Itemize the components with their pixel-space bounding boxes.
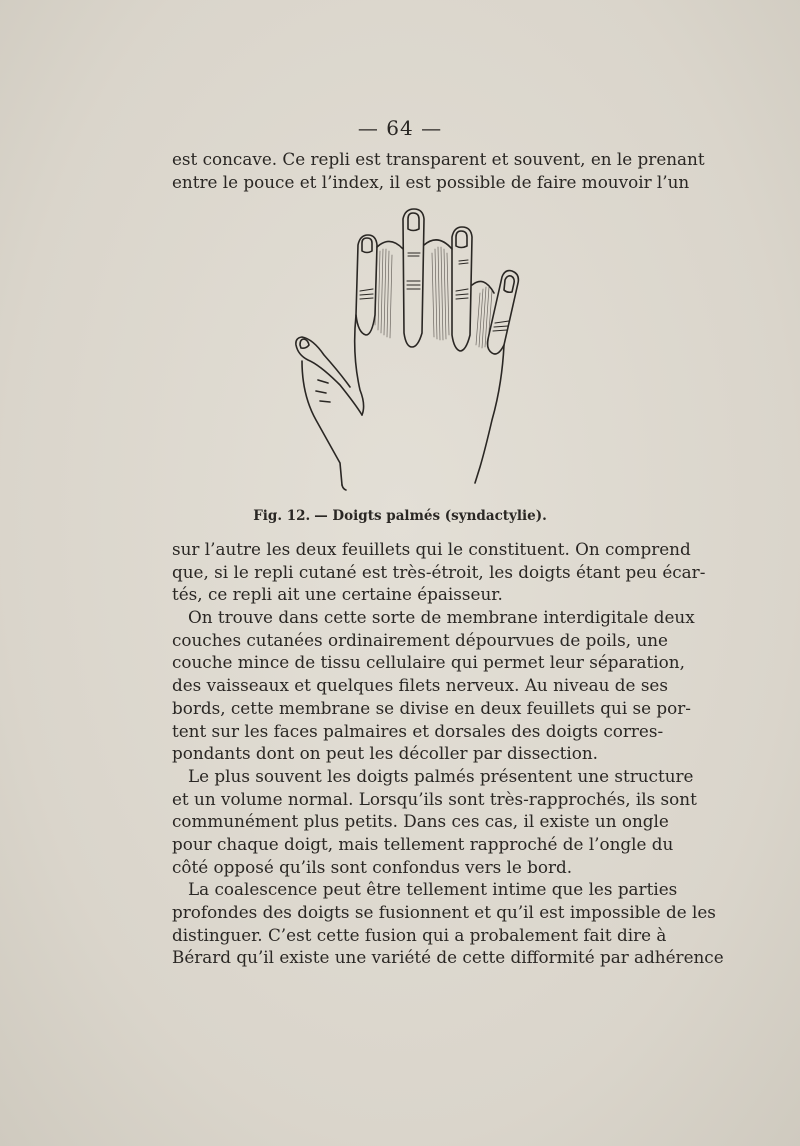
text-line: sur l’autre les deux feuillets qui le constituent. On comprend bbox=[172, 539, 691, 559]
text-line: distinguer. C’est cette fusion qui a probalement fait dire à bbox=[172, 924, 667, 945]
text-line: Bérard qu’il existe une variété de cette difformité par adhérence bbox=[172, 947, 724, 968]
page-number: — 64 — bbox=[357, 116, 443, 140]
text-line: La coalescence peut être tellement intime que les parties bbox=[188, 879, 678, 900]
text-line: On trouve dans cette sorte de membrane interdigitale deux bbox=[188, 607, 695, 628]
text-line: couche mince de tissu cellulaire qui permet leur séparation, bbox=[172, 652, 685, 673]
text-line: couches cutanées ordinairement dépourvues de poils, une bbox=[172, 629, 668, 650]
text-line: côté opposé qu’ils sont confondus vers le bord. bbox=[172, 856, 573, 877]
text-line: pondants dont on peut les décoller par dissection. bbox=[172, 743, 598, 764]
figure-caption-text: — Doigts palmés (syndactylie). bbox=[314, 508, 547, 524]
text-line: et un volume normal. Lorsqu’ils sont très-rapprochés, ils sont bbox=[172, 788, 697, 809]
figure-number: Fig. 12. bbox=[253, 508, 311, 524]
webbed-hand-illustration bbox=[280, 205, 540, 495]
main-text bbox=[172, 538, 724, 969]
text-line: tent sur les faces palmaires et dorsales des doigts corres- bbox=[172, 720, 664, 741]
text-line: des vaisseaux et quelques filets nerveux. Au niveau de ses bbox=[172, 675, 668, 696]
text-line: profondes des doigts se fusionnent et qu’il est impossible de les bbox=[172, 902, 716, 922]
text-line: Le plus souvent les doigts palmés présentent une structure bbox=[188, 765, 694, 786]
text-line: est concave. Ce repli est transparent et souvent, en le prenant bbox=[172, 149, 705, 169]
text-line: que, si le repli cutané est très-étroit, les doigts étant peu écar- bbox=[172, 561, 706, 582]
text-line: tés, ce repli ait une certaine épaisseur. bbox=[172, 584, 503, 605]
text-line: bords, cette membrane se divise en deux feuillets qui se por- bbox=[172, 697, 691, 718]
text-line: communément plus petits. Dans ces cas, il existe un ongle bbox=[172, 811, 669, 832]
top-paragraph bbox=[172, 148, 705, 193]
figure-caption bbox=[0, 508, 800, 524]
text-line: entre le pouce et l’index, il est possible de faire mouvoir l’un bbox=[172, 171, 690, 192]
text-line: pour chaque doigt, mais tellement rapproché de l’ongle du bbox=[172, 833, 674, 854]
